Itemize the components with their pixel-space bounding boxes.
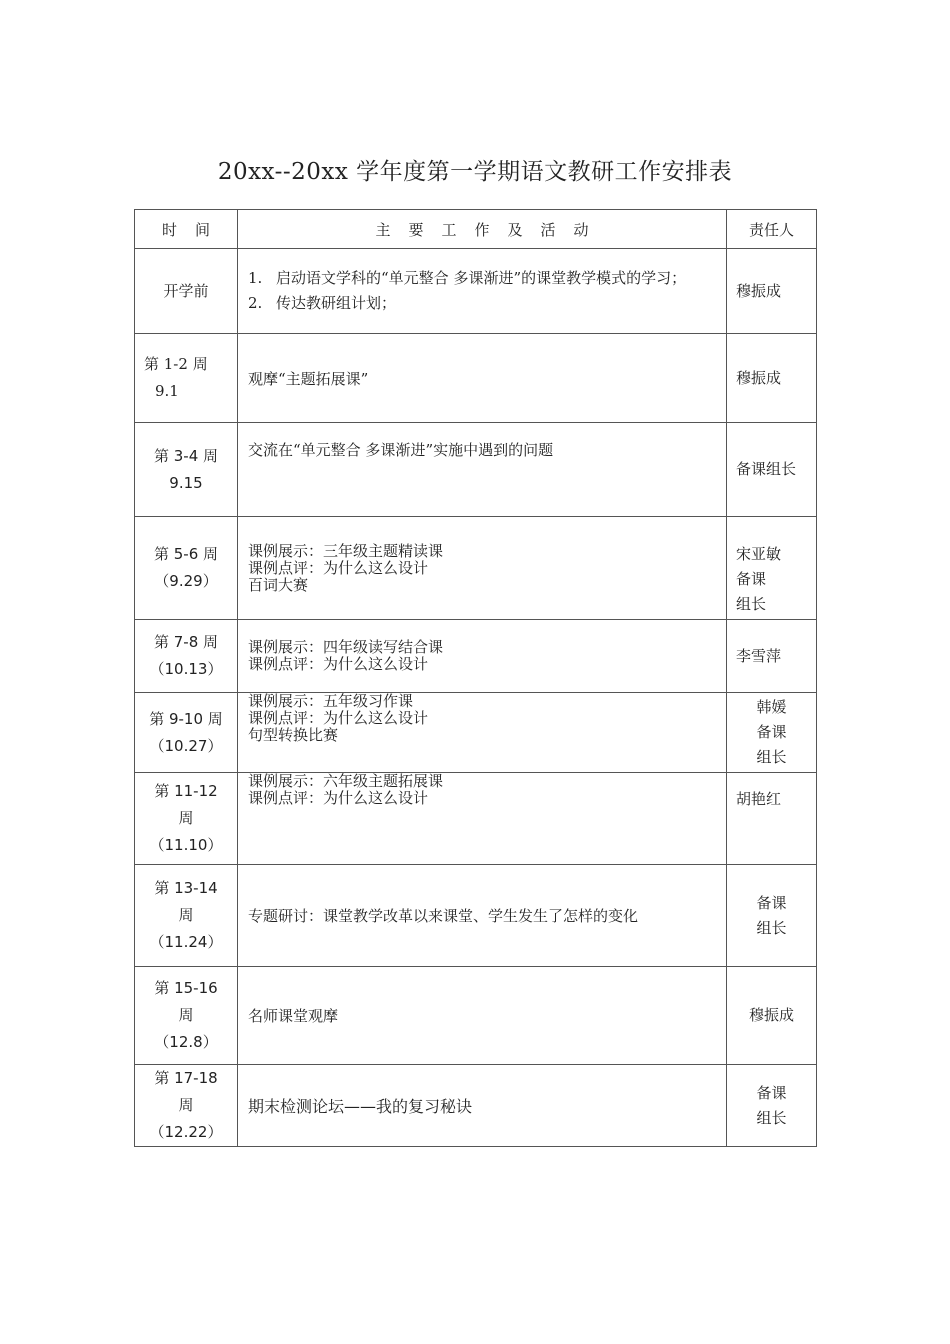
activity-text: 专题研讨：课堂教学改革以来课堂、学生发生了怎样的变化 bbox=[248, 907, 639, 925]
header-main-char: 作 bbox=[474, 220, 490, 239]
activity-cell bbox=[238, 249, 727, 334]
table-row bbox=[135, 967, 817, 1065]
header-responsible: 责任人 bbox=[727, 210, 817, 249]
activity-text: 课例点评：为什么这么设计 bbox=[248, 655, 429, 673]
activity-text: 课例点评：为什么这么设计 bbox=[248, 709, 429, 727]
list-item bbox=[248, 291, 720, 316]
time-cell bbox=[135, 517, 238, 620]
time-label: 周 bbox=[178, 906, 194, 924]
time-date: （11.24） bbox=[149, 933, 223, 951]
responsible-name: 穆振成 bbox=[736, 368, 782, 387]
time-cell bbox=[135, 423, 238, 517]
header-time bbox=[135, 210, 238, 249]
time-date: （11.10） bbox=[149, 836, 223, 854]
responsible-name: 备课 bbox=[756, 893, 787, 912]
responsible-name: 组长 bbox=[756, 748, 787, 766]
item-number: 2. bbox=[248, 294, 263, 312]
table-row bbox=[135, 620, 817, 693]
responsible-name: 组长 bbox=[736, 594, 767, 613]
time-cell bbox=[135, 334, 238, 423]
responsible-name: 组长 bbox=[756, 918, 787, 937]
list-item bbox=[248, 266, 720, 291]
header-main-char: 及 bbox=[507, 220, 523, 239]
page-title: 20xx--20xx 学年度第一学期语文教研工作安排表 bbox=[217, 159, 733, 185]
responsible-cell bbox=[727, 334, 817, 423]
responsible-name: 韩媛 bbox=[756, 698, 787, 716]
responsible-cell bbox=[727, 967, 817, 1065]
table-row bbox=[135, 773, 817, 865]
time-label: 第 7-8 周 bbox=[153, 633, 219, 651]
activity-cell bbox=[238, 967, 727, 1065]
time-label: 第 1-2 周 bbox=[144, 355, 208, 373]
item-text: 传达教研组计划； bbox=[276, 294, 397, 312]
header-main bbox=[238, 210, 727, 249]
activity-text: 观摩“主题拓展课” bbox=[248, 369, 369, 388]
table-row bbox=[135, 423, 817, 517]
responsible-name: 穆振成 bbox=[736, 281, 782, 300]
time-date: 9.15 bbox=[169, 473, 203, 492]
time-label: 周 bbox=[178, 809, 194, 827]
time-label: 第 17-18 bbox=[154, 1069, 218, 1087]
time-date: （10.27） bbox=[149, 736, 223, 755]
header-time-char: 时 bbox=[161, 220, 177, 239]
header-main-char: 要 bbox=[408, 220, 424, 239]
activity-text: 交流在“单元整合 多课渐进”实施中遇到的问题 bbox=[248, 441, 554, 459]
responsible-cell bbox=[727, 693, 817, 773]
activity-text: 期末检测论坛——我的复习秘诀 bbox=[248, 1097, 473, 1116]
item-number: 1. bbox=[248, 269, 263, 287]
activity-text: 课例点评：为什么这么设计 bbox=[248, 789, 429, 807]
time-date: （12.22） bbox=[149, 1123, 223, 1141]
responsible-name: 备课 bbox=[736, 569, 767, 588]
activity-cell bbox=[238, 693, 727, 773]
time-cell bbox=[135, 693, 238, 773]
time-cell bbox=[135, 249, 238, 334]
activity-text: 名师课堂观摩 bbox=[248, 1007, 339, 1025]
header-main-char: 主 bbox=[375, 220, 391, 239]
time-label: 第 3-4 周 bbox=[153, 446, 219, 465]
time-label: 第 13-14 bbox=[154, 879, 218, 897]
activity-cell bbox=[238, 517, 727, 620]
time-cell bbox=[135, 1065, 238, 1147]
header-main-char: 动 bbox=[573, 220, 589, 239]
time-date: （10.13） bbox=[149, 660, 223, 678]
table-row bbox=[135, 249, 817, 334]
responsible-name: 备课组长 bbox=[736, 460, 797, 478]
activity-text: 百词大赛 bbox=[248, 575, 309, 594]
table-row bbox=[135, 1065, 817, 1147]
time-cell bbox=[135, 620, 238, 693]
responsible-name: 胡艳红 bbox=[736, 790, 782, 808]
responsible-name: 宋亚敏 bbox=[736, 544, 782, 563]
activity-cell bbox=[238, 865, 727, 967]
responsible-name: 组长 bbox=[756, 1108, 787, 1127]
responsible-name: 备课 bbox=[756, 1083, 787, 1102]
item-text: 启动语文学科的“单元整合 多课渐进”的课堂教学模式的学习； bbox=[276, 269, 687, 287]
time-cell bbox=[135, 967, 238, 1065]
time-label: 开学前 bbox=[163, 281, 209, 300]
table-row bbox=[135, 334, 817, 423]
responsible-cell bbox=[727, 865, 817, 967]
responsible-cell bbox=[727, 773, 817, 865]
activity-cell bbox=[238, 1065, 727, 1147]
time-label: 第 11-12 bbox=[154, 782, 218, 800]
responsible-cell bbox=[727, 249, 817, 334]
time-cell bbox=[135, 773, 238, 865]
activity-cell bbox=[238, 423, 727, 517]
activity-list bbox=[248, 266, 720, 316]
responsible-cell bbox=[727, 423, 817, 517]
time-cell bbox=[135, 865, 238, 967]
header-time-char: 间 bbox=[195, 220, 211, 239]
header-main-char: 活 bbox=[540, 220, 556, 239]
responsible-cell bbox=[727, 620, 817, 693]
schedule-table bbox=[134, 209, 817, 1147]
activity-text: 课例展示：五年级习作课 bbox=[248, 692, 414, 710]
time-label: 第 15-16 bbox=[154, 979, 218, 997]
activity-text: 课例展示：三年级主题精读课 bbox=[248, 541, 444, 560]
time-label: 周 bbox=[178, 1096, 194, 1114]
activity-cell bbox=[238, 773, 727, 865]
activity-text: 课例点评：为什么这么设计 bbox=[248, 558, 429, 577]
time-label: 第 9-10 周 bbox=[149, 709, 223, 728]
responsible-cell bbox=[727, 1065, 817, 1147]
responsible-cell bbox=[727, 517, 817, 620]
time-date: （12.8） bbox=[154, 1033, 218, 1051]
responsible-name: 穆振成 bbox=[748, 1006, 794, 1024]
table-row bbox=[135, 517, 817, 620]
table-row bbox=[135, 865, 817, 967]
activity-cell bbox=[238, 620, 727, 693]
header-main-char: 工 bbox=[441, 220, 457, 239]
table-row bbox=[135, 693, 817, 773]
time-date: （9.29） bbox=[154, 572, 218, 590]
time-label: 第 5-6 周 bbox=[153, 545, 219, 563]
activity-text: 课例展示：四年级读写结合课 bbox=[248, 638, 444, 656]
time-label: 周 bbox=[178, 1006, 194, 1024]
table-header-row bbox=[135, 210, 817, 249]
activity-cell bbox=[238, 334, 727, 423]
time-date: 9.1 bbox=[155, 382, 179, 400]
activity-text: 课例展示：六年级主题拓展课 bbox=[248, 772, 444, 790]
responsible-name: 备课 bbox=[756, 723, 787, 741]
responsible-name: 李雪萍 bbox=[736, 646, 782, 665]
activity-text: 句型转换比赛 bbox=[248, 726, 339, 744]
